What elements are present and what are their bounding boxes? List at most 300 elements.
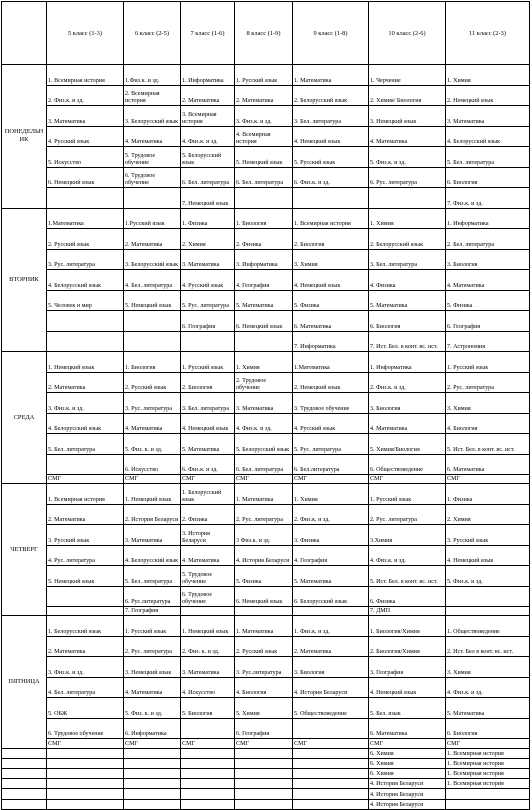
- day-label: [2, 799, 47, 809]
- lesson-cell: [124, 188, 181, 209]
- lesson-cell: 4. Белорусский язык: [446, 126, 530, 147]
- lesson-cell: [181, 718, 235, 739]
- lesson-cell: [293, 188, 369, 209]
- lesson-cell: 1. Математика: [293, 65, 369, 86]
- lesson-cell: 4. История Беларуси: [369, 799, 446, 809]
- lesson-cell: 2. Химия: [181, 229, 235, 250]
- lesson-cell: 5. Ист. Бел. в конт. вс. ист.: [369, 566, 446, 587]
- lesson-cell: 5. Математика: [235, 290, 293, 311]
- lesson-cell: [47, 789, 124, 799]
- lesson-cell: [235, 758, 293, 768]
- lesson-cell: [47, 779, 124, 789]
- lesson-cell: 3. География: [369, 657, 446, 678]
- lesson-cell: 6. Трудовое обучение: [124, 167, 181, 188]
- lesson-cell: 2. Биология: [181, 372, 235, 393]
- lesson-cell: 2. Физика: [235, 229, 293, 250]
- lesson-cell: 4. География: [235, 270, 293, 291]
- lesson-cell: [446, 799, 530, 809]
- table-row: [2, 229, 530, 250]
- lesson-cell: 1. Информатика: [446, 208, 530, 229]
- lesson-cell: 5. Математика: [293, 566, 369, 587]
- lesson-cell: 6. Искусство: [124, 454, 181, 475]
- lesson-cell: 5. Трудовое обучение: [181, 566, 235, 587]
- lesson-cell: СМГ: [369, 475, 446, 484]
- lesson-cell: 1. Биология/Химия: [369, 616, 446, 637]
- lesson-cell: [235, 748, 293, 758]
- lesson-cell: 4. Физ.к. и зд.: [181, 126, 235, 147]
- lesson-cell: [293, 799, 369, 809]
- lesson-cell: 2. Белорусский язык: [293, 85, 369, 106]
- lesson-cell: 4. История Беларуси: [369, 789, 446, 799]
- lesson-cell: 1. Обществоведение: [446, 616, 530, 637]
- lesson-cell: 5. Физ.к. и зд.: [369, 147, 446, 168]
- header-class-10: 10 класс (2-6): [369, 2, 446, 65]
- lesson-cell: 4. Математика: [124, 126, 181, 147]
- lesson-cell: 6. Физ.к. и зд.: [181, 454, 235, 475]
- table-row: [2, 106, 530, 127]
- table-row: [2, 677, 530, 698]
- lesson-cell: 6. Математика: [446, 454, 530, 475]
- lesson-cell: СМГ: [235, 475, 293, 484]
- lesson-cell: 5. Физ.к. и зд.: [446, 566, 530, 587]
- lesson-cell: 1. Химия: [369, 208, 446, 229]
- lesson-cell: 6. Белорусский язык: [293, 586, 369, 607]
- lesson-cell: 6. Бел.литература: [293, 454, 369, 475]
- lesson-cell: 1.Математика: [47, 208, 124, 229]
- lesson-cell: [47, 454, 124, 475]
- lesson-cell: 3. Химия: [446, 393, 530, 414]
- lesson-cell: 4. Математика: [181, 545, 235, 566]
- lesson-cell: [181, 748, 235, 758]
- day-label: ВТОРНИК: [2, 208, 47, 352]
- lesson-cell: [47, 586, 124, 607]
- lesson-cell: СМГ: [124, 475, 181, 484]
- lesson-cell: 2. Химия: [446, 504, 530, 525]
- lesson-cell: СМГ: [181, 739, 235, 748]
- lesson-cell: 4. Рус. литература: [47, 545, 124, 566]
- lesson-cell: 3. Биология: [293, 657, 369, 678]
- lesson-cell: 6. Биология: [446, 167, 530, 188]
- lesson-cell: СМГ: [235, 739, 293, 748]
- lesson-cell: 6. Бел. литература: [235, 167, 293, 188]
- header-class-8: 8 класс (1-9): [235, 2, 293, 65]
- lesson-cell: 3. Трудовое обучение: [293, 393, 369, 414]
- day-label: ПОНЕДЕЛЬНИК: [2, 65, 47, 209]
- lesson-cell: [369, 188, 446, 209]
- table-row: [2, 545, 530, 566]
- lesson-cell: 5. Физика: [293, 290, 369, 311]
- lesson-cell: 2. Математика: [293, 636, 369, 657]
- lesson-cell: 3. Немецкий язык: [124, 657, 181, 678]
- table-row: [2, 475, 530, 484]
- lesson-cell: 3.Химия: [369, 525, 446, 546]
- table-row: [2, 85, 530, 106]
- lesson-cell: 7. ДМП: [369, 607, 446, 616]
- table-row: [2, 758, 530, 768]
- lesson-cell: 1. Биология: [235, 208, 293, 229]
- lesson-cell: 1.Физ.к. и зд.: [124, 65, 181, 86]
- lesson-cell: 1. Всемирная история: [47, 484, 124, 505]
- lesson-cell: 3. Физ.к. и зд.: [235, 106, 293, 127]
- lesson-cell: 5. Белорусский язык: [235, 434, 293, 455]
- lesson-cell: 4. История Беларуси: [293, 677, 369, 698]
- lesson-cell: 3. Рус. литература: [124, 393, 181, 414]
- lesson-cell: СМГ: [446, 739, 530, 748]
- lesson-cell: 3. Биология: [446, 249, 530, 270]
- lesson-cell: 1. Черчение: [369, 65, 446, 86]
- lesson-cell: 1. Биология: [124, 352, 181, 373]
- lesson-cell: 7. География: [124, 607, 181, 616]
- lesson-cell: СМГ: [181, 475, 235, 484]
- lesson-cell: 6. Физ.к. и зд.: [293, 167, 369, 188]
- lesson-cell: 6. Физика: [369, 586, 446, 607]
- lesson-cell: [235, 789, 293, 799]
- schedule-table: [1, 1, 530, 810]
- lesson-cell: 5. Рус. литература: [181, 290, 235, 311]
- lesson-cell: 3. Бел. литература: [293, 106, 369, 127]
- lesson-cell: 4. Бел. литература: [47, 677, 124, 698]
- lesson-cell: 5. Трудовое обучение: [124, 147, 181, 168]
- lesson-cell: 4. Физ.к. и зд.: [235, 413, 293, 434]
- lesson-cell: 1. Математика: [235, 616, 293, 637]
- lesson-cell: 3. Информатика: [235, 249, 293, 270]
- lesson-cell: 5. Бел. язык: [369, 698, 446, 719]
- lesson-cell: 2. Математика: [47, 636, 124, 657]
- lesson-cell: 1. Физика: [446, 484, 530, 505]
- day-label: [2, 748, 47, 758]
- lesson-cell: 4. Немецкий язык: [293, 270, 369, 291]
- lesson-cell: 1. Всемирная история: [446, 758, 530, 768]
- lesson-cell: 7. Физ.к. и зд.: [446, 188, 530, 209]
- lesson-cell: 5. Немецкий язык: [124, 290, 181, 311]
- lesson-cell: 3. Всемирная история: [181, 106, 235, 127]
- lesson-cell: 4. Математика: [124, 413, 181, 434]
- lesson-cell: 1.Русский язык: [124, 208, 181, 229]
- lesson-cell: 4. Русский язык: [47, 126, 124, 147]
- lesson-cell: [293, 607, 369, 616]
- lesson-cell: 5. Бел. литература: [47, 434, 124, 455]
- lesson-cell: [446, 586, 530, 607]
- lesson-cell: 4. История Беларуси: [235, 545, 293, 566]
- lesson-cell: 1. Белорусский язык: [47, 616, 124, 637]
- lesson-cell: 1. Химия: [446, 65, 530, 86]
- day-label: ЧЕТВЕРГ: [2, 484, 47, 616]
- day-label: ПЯТНИЦА: [2, 616, 47, 748]
- lesson-cell: 6. География: [446, 311, 530, 332]
- lesson-cell: [293, 758, 369, 768]
- lesson-cell: 2. Физ.к. и зд.: [293, 504, 369, 525]
- lesson-cell: 6. Информатика: [124, 718, 181, 739]
- lesson-cell: 6. География: [235, 718, 293, 739]
- lesson-cell: 2. Математика: [47, 504, 124, 525]
- lesson-cell: 1. Физ.к. и зд.: [293, 616, 369, 637]
- lesson-cell: 1. Химия: [235, 352, 293, 373]
- lesson-cell: 2. Трудовое обучение: [235, 372, 293, 393]
- lesson-cell: [293, 789, 369, 799]
- lesson-cell: [124, 789, 181, 799]
- lesson-cell: СМГ: [47, 739, 124, 748]
- lesson-cell: 3. Рус. литература: [47, 249, 124, 270]
- lesson-cell: [293, 748, 369, 758]
- lesson-cell: [124, 799, 181, 809]
- lesson-cell: [235, 799, 293, 809]
- table-row: [2, 65, 530, 86]
- lesson-cell: 2. Рус. литература: [235, 504, 293, 525]
- lesson-cell: 6. Немецкий язык: [235, 311, 293, 332]
- lesson-cell: [47, 188, 124, 209]
- table-row: [2, 616, 530, 637]
- lesson-cell: 2. Немецкий язык: [446, 85, 530, 106]
- lesson-cell: 3. Рус.литература: [235, 657, 293, 678]
- lesson-cell: 4. Бел. литература: [124, 270, 181, 291]
- table-row: [2, 718, 530, 739]
- lesson-cell: СМГ: [47, 475, 124, 484]
- lesson-cell: 1. Информатика: [181, 65, 235, 86]
- lesson-cell: [235, 768, 293, 778]
- lesson-cell: [293, 718, 369, 739]
- lesson-cell: СМГ: [446, 475, 530, 484]
- lesson-cell: 3. Химия: [293, 249, 369, 270]
- lesson-cell: 4. Немецкий язык: [181, 413, 235, 434]
- table-row: [2, 484, 530, 505]
- table-row: [2, 352, 530, 373]
- lesson-cell: 3. Белорусский язык: [124, 249, 181, 270]
- lesson-cell: 1. Русский язык: [235, 65, 293, 86]
- lesson-cell: 1. Русский язык: [124, 616, 181, 637]
- lesson-cell: 5. Бел. литература: [124, 566, 181, 587]
- lesson-cell: 3. Математика: [181, 249, 235, 270]
- lesson-cell: 5. ОБЖ: [47, 698, 124, 719]
- lesson-cell: [47, 758, 124, 768]
- lesson-cell: 4. Немецкий язык: [369, 677, 446, 698]
- lesson-cell: [181, 331, 235, 352]
- lesson-cell: 5. Физика: [235, 566, 293, 587]
- lesson-cell: 4. Биология: [446, 413, 530, 434]
- lesson-cell: 4. Белорусский язык: [47, 413, 124, 434]
- lesson-cell: 1. Всемирная история: [293, 208, 369, 229]
- lesson-cell: 3. Немецкий язык: [369, 106, 446, 127]
- lesson-cell: [124, 768, 181, 778]
- lesson-cell: 2. Физ.к. и зд.: [47, 85, 124, 106]
- table-row: [2, 454, 530, 475]
- lesson-cell: 4. Русский язык: [181, 270, 235, 291]
- lesson-cell: 1.Математика: [293, 352, 369, 373]
- lesson-cell: 6. Математика: [369, 718, 446, 739]
- lesson-cell: 5. Ист. Бел. в конт. вс. ист.: [446, 434, 530, 455]
- lesson-cell: 3. Русский язык: [47, 525, 124, 546]
- lesson-cell: 4. Биология: [235, 677, 293, 698]
- lesson-cell: 1. Всемирная история: [446, 768, 530, 778]
- lesson-cell: 1. Русский язык: [369, 484, 446, 505]
- table-row: [2, 739, 530, 748]
- table-row: [2, 167, 530, 188]
- table-row: [2, 748, 530, 758]
- lesson-cell: 4. Физ.к. и зд.: [369, 545, 446, 566]
- lesson-cell: 5. Немецкий язык: [47, 566, 124, 587]
- lesson-cell: [47, 768, 124, 778]
- lesson-cell: 6. Биология: [369, 311, 446, 332]
- table-row: [2, 290, 530, 311]
- lesson-cell: 1. Всемирная история: [47, 65, 124, 86]
- header-class-7: 7 класс (1-6): [181, 2, 235, 65]
- lesson-cell: 2. Бел. литература: [446, 229, 530, 250]
- lesson-cell: 3. Бел. литература: [369, 249, 446, 270]
- table-row: [2, 779, 530, 789]
- table-row: [2, 566, 530, 587]
- lesson-cell: 6. Трудовое обучение: [181, 586, 235, 607]
- table-row: [2, 698, 530, 719]
- lesson-cell: 1. Всемирная история: [446, 779, 530, 789]
- lesson-cell: [181, 789, 235, 799]
- lesson-cell: 5. Химия/Биология: [369, 434, 446, 455]
- lesson-cell: 1. Всемирная история: [446, 748, 530, 758]
- header-corner: [2, 2, 47, 65]
- table-row: [2, 413, 530, 434]
- lesson-cell: 4. Белорусский язык: [47, 270, 124, 291]
- lesson-cell: 1. Белорусский язык: [181, 484, 235, 505]
- lesson-cell: 3. Математика: [235, 393, 293, 414]
- lesson-cell: [181, 779, 235, 789]
- lesson-cell: 3. Биология: [369, 393, 446, 414]
- table-row: [2, 393, 530, 414]
- lesson-cell: 5. Математика: [369, 290, 446, 311]
- lesson-cell: [181, 607, 235, 616]
- lesson-cell: 5. Математика: [181, 434, 235, 455]
- lesson-cell: 2. Русский язык: [235, 636, 293, 657]
- lesson-cell: 3. Математика: [446, 106, 530, 127]
- lesson-cell: 2. Русский язык: [47, 229, 124, 250]
- lesson-cell: 7. Немецкий язык: [181, 188, 235, 209]
- header-row: [2, 2, 530, 65]
- lesson-cell: 4. Математика: [369, 126, 446, 147]
- day-label: [2, 789, 47, 799]
- header-class-6: 6 класс (2-5): [124, 2, 181, 65]
- lesson-cell: 3. Белорусский язык: [124, 106, 181, 127]
- table-row: [2, 126, 530, 147]
- table-row: [2, 331, 530, 352]
- lesson-cell: [124, 748, 181, 758]
- lesson-cell: 4. География: [293, 545, 369, 566]
- lesson-cell: 5. Математика: [446, 698, 530, 719]
- lesson-cell: СМГ: [293, 739, 369, 748]
- lesson-cell: [47, 748, 124, 758]
- day-label: СРЕДА: [2, 352, 47, 484]
- lesson-cell: 5. Физ. к. и зд.: [124, 698, 181, 719]
- lesson-cell: 3. Физ.к. и зд.: [47, 657, 124, 678]
- lesson-cell: 6. Немецкий язык: [47, 167, 124, 188]
- lesson-cell: СМГ: [293, 475, 369, 484]
- lesson-cell: 2. Химия/ Биология: [369, 85, 446, 106]
- lesson-cell: 3. Математика: [181, 657, 235, 678]
- lesson-cell: 7. Информатика: [293, 331, 369, 352]
- lesson-cell: 2. Математика: [124, 229, 181, 250]
- table-row: [2, 799, 530, 809]
- lesson-cell: [293, 768, 369, 778]
- table-row: [2, 586, 530, 607]
- lesson-cell: [47, 607, 124, 616]
- lesson-cell: [47, 331, 124, 352]
- lesson-cell: 2. Математика: [181, 85, 235, 106]
- lesson-cell: 1. Математика: [235, 484, 293, 505]
- lesson-cell: 7. Ист. Бел. в конт. вс. ист.: [369, 331, 446, 352]
- lesson-cell: 5. Обществоведение: [293, 698, 369, 719]
- lesson-cell: 2. Ист. Бел в конт. вс. ист.: [446, 636, 530, 657]
- lesson-cell: 2. Физ.к. и зд.: [369, 372, 446, 393]
- lesson-cell: [235, 607, 293, 616]
- lesson-cell: 6. Трудовое обучение: [47, 718, 124, 739]
- lesson-cell: 5. Физика: [446, 290, 530, 311]
- lesson-cell: 4. Математика: [369, 413, 446, 434]
- lesson-cell: [124, 779, 181, 789]
- table-row: [2, 525, 530, 546]
- lesson-cell: 2. Биология/Химия: [369, 636, 446, 657]
- lesson-cell: 3. Химия: [446, 657, 530, 678]
- lesson-cell: [446, 607, 530, 616]
- lesson-cell: 2. Математика: [235, 85, 293, 106]
- lesson-cell: 6. Немецкий язык: [235, 586, 293, 607]
- header-class-11: 11 класс (2-3): [446, 2, 530, 65]
- lesson-cell: 5. Человек и мир: [47, 290, 124, 311]
- lesson-cell: 2. Биология: [293, 229, 369, 250]
- lesson-cell: 5. Физ. к. и зд.: [124, 434, 181, 455]
- table-row: [2, 768, 530, 778]
- table-row: [2, 249, 530, 270]
- lesson-cell: 5. Бел. литература: [446, 147, 530, 168]
- lesson-cell: 6. География: [181, 311, 235, 332]
- day-label: [2, 779, 47, 789]
- lesson-cell: 3. История Беларуси: [181, 525, 235, 546]
- table-row: [2, 188, 530, 209]
- lesson-cell: 3. Бел. литература: [181, 393, 235, 414]
- day-label: [2, 768, 47, 778]
- table-row: [2, 636, 530, 657]
- lesson-cell: 3. Русский язык: [446, 525, 530, 546]
- lesson-cell: 4. Белорусский язык: [124, 545, 181, 566]
- lesson-cell: [124, 311, 181, 332]
- lesson-cell: 4. Физика: [369, 270, 446, 291]
- table-row: [2, 147, 530, 168]
- lesson-cell: 4. Всемирная история: [235, 126, 293, 147]
- lesson-cell: 3 Физ.к. и зд.: [235, 525, 293, 546]
- lesson-cell: 1. Русский язык: [181, 352, 235, 373]
- lesson-cell: [181, 799, 235, 809]
- table-row: [2, 208, 530, 229]
- lesson-cell: 1. Немецкий язык: [181, 616, 235, 637]
- lesson-cell: 2. Физ. к. и зд.: [181, 636, 235, 657]
- lesson-cell: 3. Физика: [293, 525, 369, 546]
- lesson-cell: [47, 799, 124, 809]
- lesson-cell: 1. Немецкий язык: [124, 484, 181, 505]
- lesson-cell: 2. Белорусский язык: [369, 229, 446, 250]
- lesson-cell: 2. Физика: [181, 504, 235, 525]
- lesson-cell: 4. Математика: [124, 677, 181, 698]
- lesson-cell: 3. Математика: [47, 106, 124, 127]
- lesson-cell: 6. Обществоведение: [369, 454, 446, 475]
- lesson-cell: 1. Информатика: [369, 352, 446, 373]
- lesson-cell: [181, 758, 235, 768]
- header-class-5: 5 класс (1-3): [47, 2, 124, 65]
- lesson-cell: [124, 758, 181, 768]
- lesson-cell: [235, 188, 293, 209]
- day-label: [2, 758, 47, 768]
- lesson-cell: [446, 789, 530, 799]
- lesson-cell: 3. Физ.к. и зд.: [47, 393, 124, 414]
- lesson-cell: 2. Русский язык: [124, 372, 181, 393]
- lesson-cell: [235, 779, 293, 789]
- lesson-cell: 3. Математика: [124, 525, 181, 546]
- lesson-cell: 4. Искусство: [181, 677, 235, 698]
- lesson-cell: 5. Искусство: [47, 147, 124, 168]
